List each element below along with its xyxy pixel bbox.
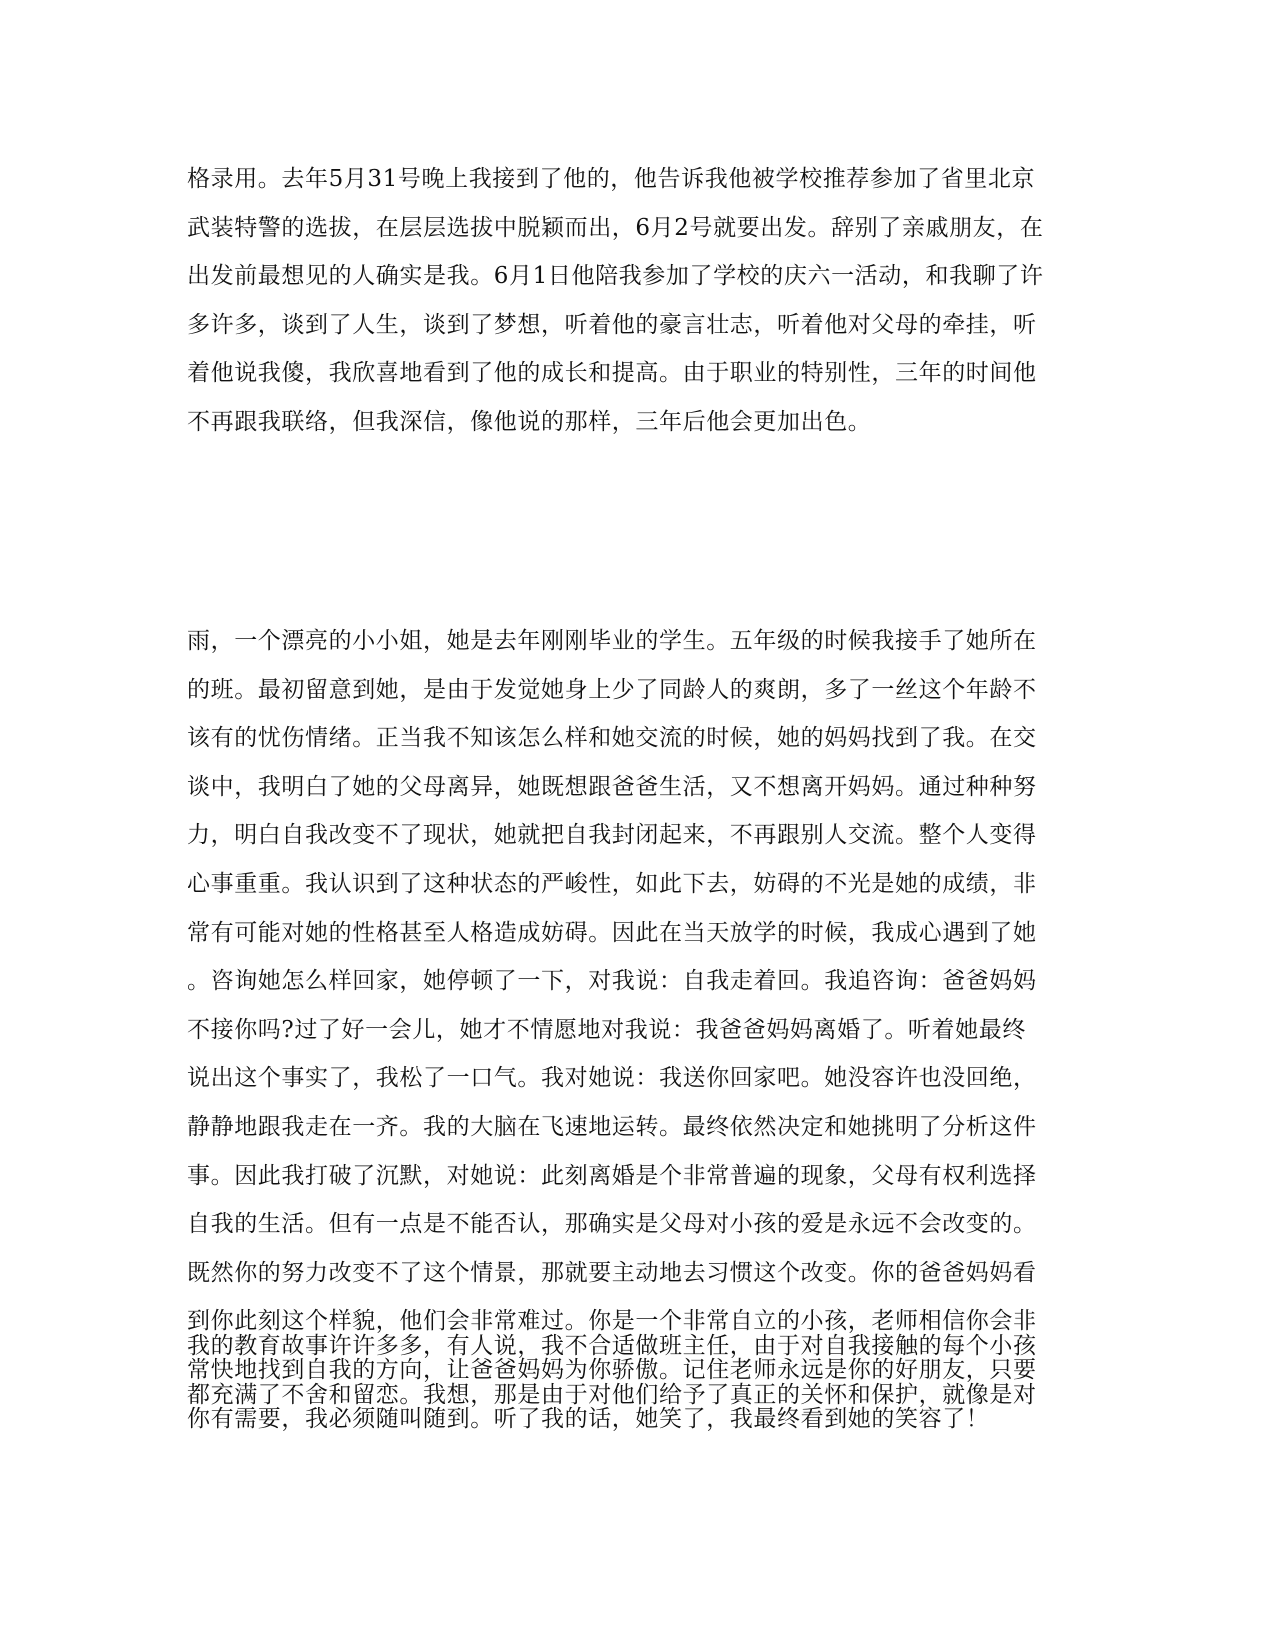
text-line: 不接你吗?过了好一会儿，她才不情愿地对我说：我爸爸妈妈离婚了。听着她最终	[187, 1016, 1026, 1043]
text-line: 我的教育故事许许多多，有人说，我不合适做班主任，由于对自我接触的每个小孩	[187, 1333, 1037, 1359]
text-line: 心事重重。我认识到了这种状态的严峻性，如此下去，妨碍的不光是她的成绩，非	[187, 870, 1037, 897]
text-line: 雨，一个漂亮的小小姐，她是去年刚刚毕业的学生。五年级的时候我接手了她所在	[187, 628, 1037, 654]
paragraph-2	[187, 617, 1087, 1443]
text-line: 常快地找到自我的方向，让爸爸妈妈为你骄傲。记住老师永远是你的好朋友，只要	[187, 1356, 1037, 1383]
text-line: 谈中，我明白了她的父母离异，她既想跟爸爸生活，又不想离开妈妈。通过种种努	[187, 773, 1037, 800]
paragraph-1	[187, 155, 1087, 447]
text-line: 格录用。去年5月31号晚上我接到了他的，他告诉我他被学校推荐参加了省里北京	[187, 166, 1036, 192]
text-line: 不再跟我联络，但我深信，像他说的那样，三年后他会更加出色。	[187, 408, 872, 435]
paragraph-3	[187, 1322, 1087, 1419]
text-line: 的班。最初留意到她，是由于发觉她身上少了同龄人的爽朗，多了一丝这个年龄不	[187, 676, 1037, 703]
text-line: 力，明白自我改变不了现状，她就把自我封闭起来，不再跟别人交流。整个人变得	[187, 822, 1037, 849]
text-line: 说出这个事实了，我松了一口气。我对她说：我送你回家吧。她没容许也没回绝，	[187, 1065, 1037, 1092]
text-line: 既然你的努力改变不了这个情景，那就要主动地去习惯这个改变。你的爸爸妈妈看	[187, 1259, 1037, 1286]
text-line: 武装特警的选拔，在层层选拔中脱颖而出，6月2号就要出发。辞别了亲戚朋友，在	[187, 214, 1044, 241]
text-line: 自我的生活。但有一点是不能否认，那确实是父母对小孩的爱是永远不会改变的。	[187, 1211, 1037, 1238]
text-line: 该有的忧伤情绪。正当我不知该怎么样和她交流的时候，她的妈妈找到了我。在交	[187, 725, 1037, 752]
text-line: 常有可能对她的性格甚至人格造成妨碍。因此在当天放学的时候，我成心遇到了她	[187, 919, 1037, 946]
text-line: 。咨询她怎么样回家，她停顿了一下，对我说：自我走着回。我追咨询：爸爸妈妈	[187, 968, 1037, 995]
text-line: 都充满了不舍和留恋。我想，那是由于对他们给予了真正的关怀和保护，就像是对	[187, 1381, 1037, 1408]
text-line: 多许多，谈到了人生，谈到了梦想，听着他的豪言壮志，听着他对父母的牵挂，听	[187, 311, 1037, 338]
text-line: 出发前最想见的人确实是我。6月1日他陪我参加了学校的庆六一活动，和我聊了许	[187, 263, 1044, 290]
text-line: 到你此刻这个样貌，他们会非常难过。你是一个非常自立的小孩，老师相信你会非	[187, 1308, 1037, 1335]
text-line: 静静地跟我走在一齐。我的大脑在飞速地运转。最终依然决定和她挑明了分析这件	[187, 1113, 1037, 1140]
text-line: 着他说我傻，我欣喜地看到了他的成长和提高。由于职业的特别性，三年的时间他	[187, 360, 1037, 387]
text-line: 你有需要，我必须随叫随到。听了我的话，她笑了，我最终看到她的笑容了！	[187, 1405, 990, 1432]
text-line: 事。因此我打破了沉默，对她说：此刻离婚是个非常普遍的现象，父母有权利选择	[187, 1162, 1037, 1189]
